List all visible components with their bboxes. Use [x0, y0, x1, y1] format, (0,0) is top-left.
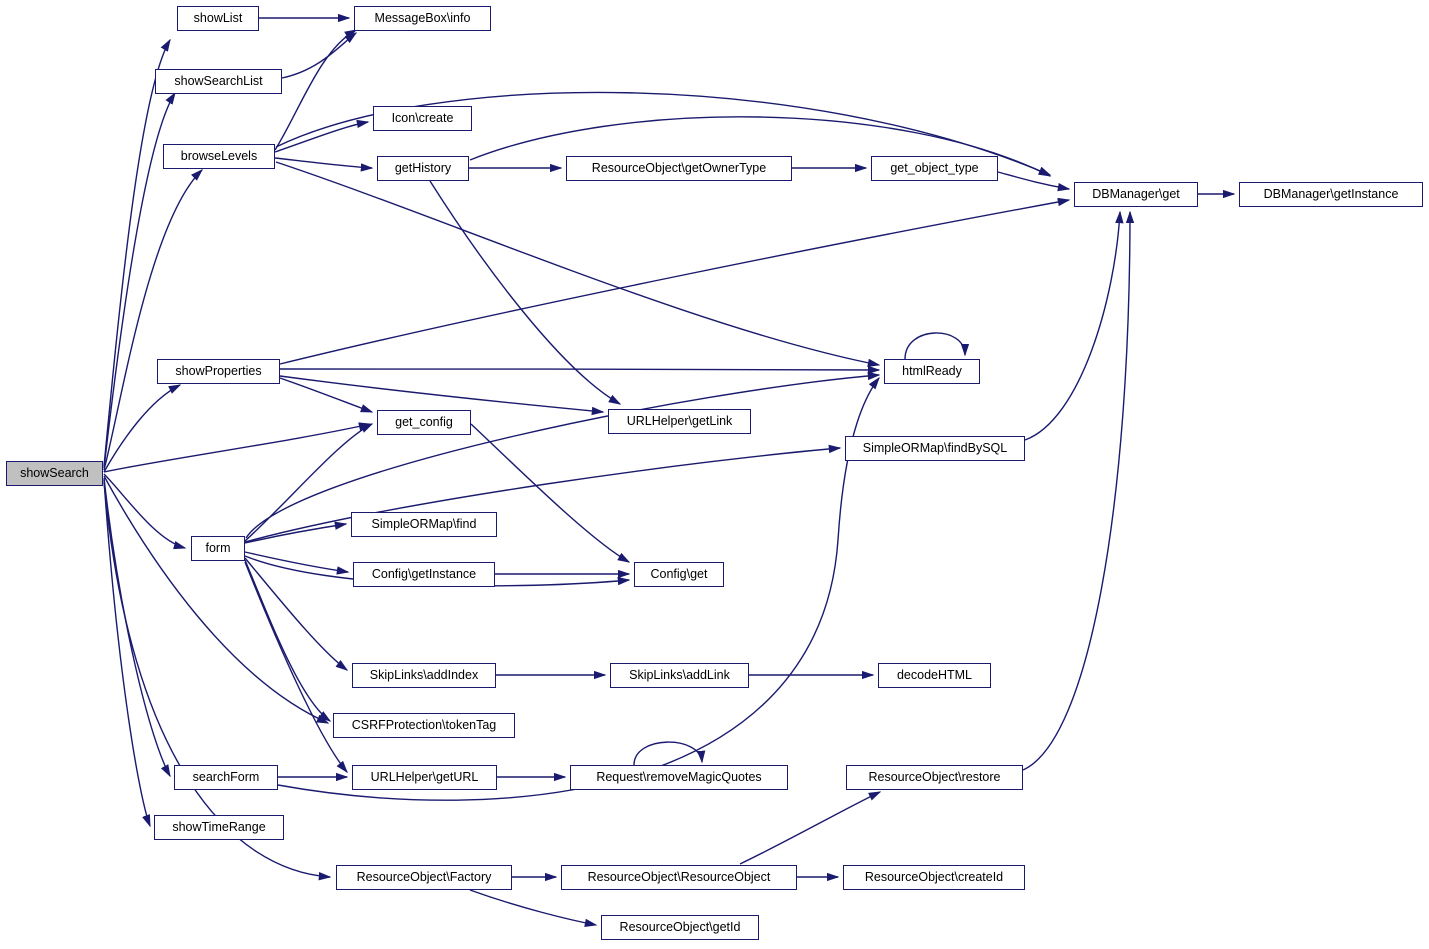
node-urlhelper-getURL[interactable] [352, 765, 497, 790]
node-csrfprotection-tokenTag[interactable] [333, 713, 515, 738]
node-label: decodeHTML [896, 668, 973, 683]
node-label: form [205, 541, 231, 556]
node-label: SkipLinks\addIndex [369, 668, 479, 683]
node-resourceobject-getId[interactable] [601, 915, 759, 940]
node-label: SimpleORMap\findBySQL [862, 441, 1008, 456]
node-label: Request\removeMagicQuotes [596, 770, 762, 785]
node-label: showSearchList [174, 74, 263, 89]
node-dbmanager-getInstance[interactable] [1239, 182, 1423, 207]
node-showSearchList[interactable] [155, 69, 282, 94]
node-label: DBManager\get [1092, 187, 1180, 202]
node-label: CSRFProtection\tokenTag [351, 718, 497, 733]
node-label: showSearch [20, 466, 89, 481]
node-label: URLHelper\getLink [626, 414, 733, 429]
node-label: get_object_type [890, 161, 979, 176]
node-get_config[interactable] [377, 410, 471, 435]
node-messagebox-info[interactable] [354, 6, 491, 31]
node-resourceobject-restore[interactable] [846, 765, 1023, 790]
node-label: ResourceObject\getId [619, 920, 741, 935]
node-label: DBManager\getInstance [1263, 187, 1399, 202]
node-resourceobject-constructor[interactable] [561, 865, 797, 890]
node-htmlReady[interactable] [884, 359, 980, 384]
node-label: getHistory [394, 161, 452, 176]
node-config-get[interactable] [634, 562, 724, 587]
node-simpleormap-findBySQL[interactable] [845, 436, 1025, 461]
node-label: Config\getInstance [371, 567, 477, 582]
node-label: showList [193, 11, 243, 26]
node-urlhelper-getLink[interactable] [608, 409, 751, 434]
node-showList[interactable] [177, 6, 259, 31]
node-label: SimpleORMap\find [371, 517, 477, 532]
node-resourceobject-createId[interactable] [843, 865, 1025, 890]
node-label: SkipLinks\addLink [629, 668, 730, 683]
node-label: Icon\create [391, 111, 454, 126]
node-searchForm[interactable] [174, 765, 278, 790]
node-simpleormap-find[interactable] [351, 512, 497, 537]
node-label: ResourceObject\ResourceObject [587, 870, 771, 885]
node-decodeHTML[interactable] [878, 663, 991, 688]
node-label: ResourceObject\createId [864, 870, 1004, 885]
node-label: ResourceObject\Factory [356, 870, 492, 885]
node-request-removeMagicQuotes[interactable] [570, 765, 788, 790]
node-showTimeRange[interactable] [154, 815, 284, 840]
node-browseLevels[interactable] [163, 144, 275, 169]
node-label: htmlReady [902, 364, 962, 379]
node-resourceobject-factory[interactable] [336, 865, 512, 890]
node-label: ResourceObject\getOwnerType [591, 161, 767, 176]
node-label: get_config [395, 415, 453, 430]
node-get_object_type[interactable] [871, 156, 998, 181]
node-showProperties[interactable] [157, 359, 280, 384]
node-getHistory[interactable] [377, 156, 469, 181]
node-label: showTimeRange [172, 820, 266, 835]
node-label: Config\get [650, 567, 708, 582]
node-label: URLHelper\getURL [370, 770, 479, 785]
node-config-getInstance[interactable] [353, 562, 495, 587]
node-resourceobject-getOwnerType[interactable] [566, 156, 792, 181]
node-label: MessageBox\info [374, 11, 471, 26]
node-showSearch[interactable] [6, 461, 103, 486]
node-label: showProperties [175, 364, 262, 379]
node-icon-create[interactable] [373, 106, 472, 131]
node-skiplinks-addLink[interactable] [610, 663, 749, 688]
node-label: searchForm [192, 770, 260, 785]
node-dbmanager-get[interactable] [1074, 182, 1198, 207]
node-label: browseLevels [180, 149, 258, 164]
node-label: ResourceObject\restore [868, 770, 1001, 785]
node-skiplinks-addIndex[interactable] [352, 663, 496, 688]
node-form[interactable] [191, 536, 245, 561]
